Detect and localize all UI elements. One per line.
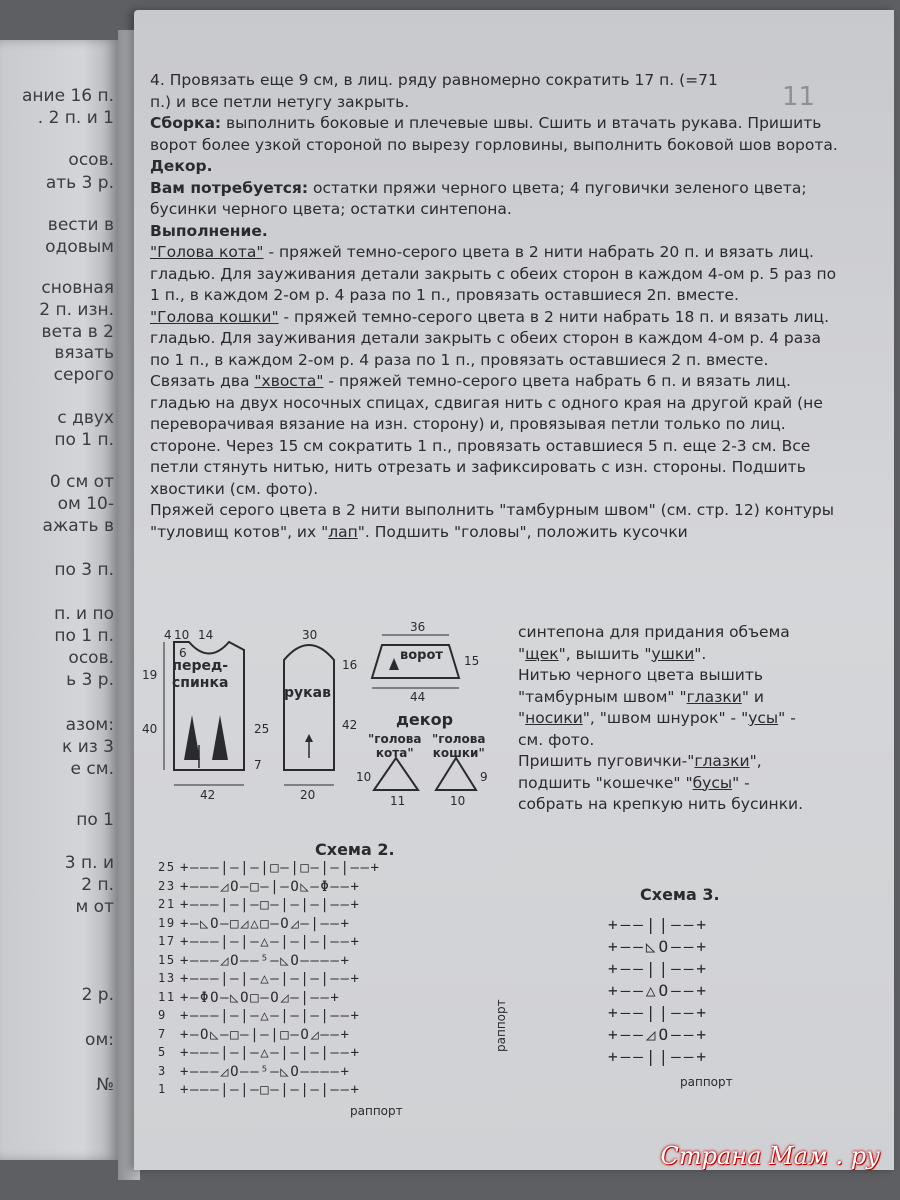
dim-col-bottom: 44: [410, 690, 426, 704]
page-number: 11: [782, 82, 816, 112]
schema-2-row-pattern: +———|—|—|□—|□—|—|——+: [180, 860, 381, 876]
left-page-line: ом 10-: [57, 494, 114, 514]
schema-2-row-pattern: +———|—|—△—|—|—|——+: [180, 934, 361, 950]
left-page-line: 3 п. и: [64, 853, 114, 873]
cat-head-label: "голова кота": [368, 732, 422, 760]
paws-term: лап: [328, 522, 358, 541]
schema-3-row-pattern: +——△O——+: [608, 981, 710, 1000]
schema-2-row-number: 5: [158, 1045, 167, 1059]
body-paragraph: Пряжей серого цвета в 2 нити выполнить "тамбурным швом" (см. стр. 12) контуры "туловищ котов", их "лап". Подшить "головы", положить кусочки: [150, 501, 834, 541]
left-page-line: п. и по: [54, 604, 114, 624]
schema-2-row-number: 13: [158, 971, 176, 985]
left-page-line: 0 см от: [49, 472, 114, 492]
decor-heading: Декор.: [150, 157, 213, 175]
dim-fb-top-left: 4: [164, 628, 172, 642]
left-page-line: азом:: [65, 715, 114, 735]
schema-2-row-number: 19: [158, 915, 176, 930]
schema-3-row-pattern: +——◿O——+: [608, 1025, 710, 1044]
kitty-head-paragraph: "Голова кошки" - пряжей темно-серого цвета в 2 нити набрать 18 п. и вязать лиц. гладью. Для зауживания детали закрыть с обеих сторон в каждом 4-ом р. 4 раза по 1 п., в каждом 2-ом р. 4 раза по 1 п., провязать оставшиеся 2 п. вместе.: [150, 307, 830, 369]
dim-col-height: 15: [464, 654, 480, 668]
pattern-diagrams: [134, 620, 514, 834]
schema-2-row-pattern: +———|—|—△—|—|—|——+: [180, 1008, 361, 1024]
left-page-line: по 3 п.: [54, 560, 114, 580]
left-page-line: осов.: [68, 150, 114, 170]
schema-2-row-pattern: +———◿O——⁵—◺O————+: [180, 1063, 351, 1080]
schema-3-row-pattern: +——||——+: [608, 959, 710, 978]
dim-col-top: 36: [410, 620, 426, 634]
left-page-line: вязать: [54, 343, 114, 363]
left-page-line: одовым: [45, 237, 114, 257]
dim-fb-side-top: 19: [142, 668, 158, 682]
dim-cat-w: 11: [390, 794, 406, 808]
schema-2-row-pattern: +———◿O—□—|—O◺—Φ——+: [180, 878, 361, 895]
cat-head-term: "Голова кота": [150, 243, 264, 261]
dim-fb-neck1: 10: [174, 628, 190, 642]
dim-cat-h: 10: [356, 770, 372, 784]
materials-label: Вам потребуется:: [150, 178, 309, 197]
schema-3-row-pattern: +——||——+: [608, 1047, 710, 1066]
dim-sl-cap: 16: [342, 658, 358, 672]
dim-kitty-h: 9: [480, 770, 488, 784]
left-page-line: серого: [53, 365, 114, 385]
schema-2-row-pattern: +———|—|—□—|—|—|——+: [180, 897, 361, 913]
schema-3-title: Схема 3.: [640, 885, 720, 904]
kitty-head-term: "Голова кошки": [150, 307, 279, 326]
step-4-line1: 4. Провязать еще 9 см, в лиц. ряду равномерно сократить 17 п. (=71: [150, 71, 718, 89]
schema-2-row-number: 17: [158, 934, 176, 948]
schema-2-row-number: 21: [158, 897, 176, 911]
left-page-line: сновная: [41, 278, 114, 298]
left-page-line: . 2 п. и 1: [37, 108, 114, 128]
schema-2-row-number: 15: [158, 952, 176, 967]
left-page-line: ом:: [85, 1030, 114, 1050]
schema-3-rapport: раппорт: [680, 1075, 733, 1089]
schema-2-row-number: 11: [158, 989, 176, 1004]
assembly-label: Сборка:: [150, 114, 222, 132]
dim-kitty-w: 10: [450, 794, 466, 808]
dim-fb-rib: 7: [254, 758, 262, 772]
materials-paragraph: Вам потребуется: остатки пряжи черного цвета; 4 пуговички зеленого цвета; бусинки черного цвета; остатки синтепона.: [150, 178, 807, 218]
schema-2-row-pattern: +—ΦO—◺O□—O◿—|——+: [180, 989, 341, 1006]
schema-3-row-pattern: +——◺O——+: [608, 937, 710, 956]
dim-sl-width: 20: [300, 788, 316, 802]
kitty-head-triangle: [436, 758, 476, 790]
left-page-line: №: [96, 1075, 114, 1095]
schema-2-row-pattern: +———◿O——⁵—◺O————+: [180, 952, 351, 969]
dim-fb-armhole: 25: [254, 722, 270, 736]
instructions-text: [150, 70, 840, 543]
schema-2-row-number: 23: [158, 878, 176, 893]
tail-term: "хвоста": [254, 372, 324, 390]
schema-3-row-pattern: +——||——+: [608, 915, 710, 934]
left-page-line: ать 3 р.: [45, 173, 114, 193]
dim-fb-neck2: 14: [198, 628, 214, 642]
dim-fb-neck-depth: 6: [179, 646, 187, 660]
left-page-line: ание 16 п.: [22, 86, 114, 106]
step-4-line2: п.) и все петли нетугу закрыть.: [150, 92, 410, 111]
schema-2-rapport-bottom: раппорт: [350, 1104, 403, 1118]
embroidery-text: синтепона для придания объема "щек", вышить "ушки". Нитью черного цвета вышить "тамбурным швом" "глазки" и "носики", "швом шнурок" - "усы" - см. фото. Пришить пуговички-"глазки", подшить "кошечке" "бусы" - собрать на крепкую нить бусинки.: [518, 623, 804, 813]
cat-silhouette-left: [184, 715, 200, 760]
schema-2-row-pattern: +———|—|—□—|—|—|——+: [180, 1082, 361, 1098]
schema-2-row-pattern: +———|—|—△—|—|—|——+: [180, 971, 361, 987]
schema-2-row-pattern: +———|—|—△—|—|—|——+: [180, 1045, 361, 1061]
left-page-line: к из 3: [62, 737, 114, 757]
left-page-line: м от: [75, 897, 114, 917]
decor-label: декор: [396, 710, 454, 729]
left-page-line: по 1 п.: [54, 626, 114, 646]
left-page-line: осов.: [68, 648, 114, 668]
left-page-line: 2 р.: [81, 985, 114, 1005]
left-page-line: е см.: [70, 759, 114, 779]
dim-sl-top: 30: [302, 628, 318, 642]
left-page-line: вести в: [47, 215, 114, 235]
left-page-line: по 1: [76, 810, 114, 830]
schema-3-row-pattern: +——||——+: [608, 1003, 710, 1022]
schema-2-row-number: 9: [158, 1008, 167, 1022]
left-page-line: с двух: [57, 408, 114, 428]
site-watermark: Страна Мам . ру: [660, 1142, 880, 1170]
dim-fb-height: 40: [142, 722, 158, 736]
left-page-line: ажать в: [42, 516, 114, 536]
kitty-head-label: "голова кошки": [432, 732, 486, 760]
left-page: [0, 40, 118, 1160]
left-page-line: ь 3 р.: [66, 670, 114, 690]
schema-2-row-pattern: +—◺O—□◿△□—O◿—|——+: [180, 915, 351, 932]
execution-heading: Выполнение.: [150, 221, 268, 240]
schema-2-rapport-side: раппорт: [494, 999, 508, 1052]
schema-2-row-number: 7: [158, 1026, 167, 1041]
assembly-paragraph: Сборка: выполнить боковые и плечевые швы. Сшить и втачать рукава. Пришить ворот более узкой стороной по вырезу горловины, выполнить боковой шов ворота.: [150, 114, 838, 154]
dim-fb-width: 42: [200, 788, 216, 802]
cat-silhouette-right: [212, 715, 228, 760]
schema-2-row-number: 1: [158, 1082, 167, 1096]
left-page-line: по 1 п.: [54, 430, 114, 450]
front-back-label: перед- спинка: [172, 658, 229, 691]
schema-2-row-number: 25: [158, 860, 176, 874]
dim-sl-height: 42: [342, 718, 358, 732]
left-page-line: 2 п.: [81, 875, 114, 895]
cat-head-triangle: [374, 758, 418, 790]
sleeve-label: рукав: [284, 685, 331, 701]
schema-2-title: Схема 2.: [315, 840, 395, 859]
cat-head-paragraph: "Голова кота" - пряжей темно-серого цвета в 2 нити набрать 20 п. и вязать лиц. гладью. Для зауживания детали закрыть с обеих сторон в каждом 4-ом р. 5 раз по 1 п., в каждом 2-ом р. 4 раза по 1 п., провязать оставшиеся 2п. вместе.: [150, 243, 837, 304]
left-page-line: вета в 2: [41, 322, 114, 342]
schema-2-row-number: 3: [158, 1063, 167, 1078]
schema-2-row-pattern: +—O◺—□—|—|□—O◿——+: [180, 1026, 351, 1043]
collar-label: ворот: [400, 648, 443, 663]
tail-paragraph: Связать два "хвоста" - пряжей темно-серого цвета набрать 6 п. и вязать лиц. гладью на двух носочных спицах, сдвигая нить с одного края на другой край (не переворачивая вязание на изн. сторону) и, провязывая петли только по лиц. стороне. Через 15 см сократить 1 п., провязать оставшиеся 5 п. еще 2-3 см. Все петли стянуть нитью, нить отрезать и зафиксировать с изн. стороны. Подшить хвостики (см. фото).: [150, 372, 823, 498]
left-page-line: 2 п. изн.: [39, 300, 114, 320]
